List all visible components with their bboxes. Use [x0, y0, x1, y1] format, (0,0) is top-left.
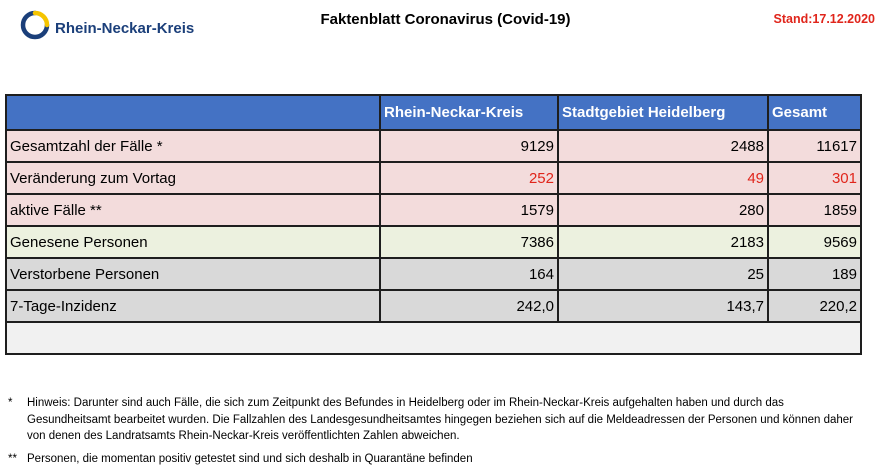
footnote-mark: *: [8, 397, 13, 409]
value-cell: 189: [768, 258, 861, 290]
value-cell: 11617: [768, 130, 861, 162]
stand-date: Stand:17.12.2020: [773, 12, 875, 26]
value-cell: 143,7: [558, 290, 768, 322]
column-header: Rhein-Neckar-Kreis: [380, 95, 558, 130]
table-header-row: [6, 95, 861, 130]
value-cell: 220,2: [768, 290, 861, 322]
table-row: [6, 162, 861, 194]
footnote-mark: **: [8, 452, 17, 465]
column-header: Gesamt: [768, 95, 861, 130]
logo-text: Rhein-Neckar-Kreis: [55, 20, 195, 37]
value-cell: 9129: [380, 130, 558, 162]
value-cell: 1859: [768, 194, 861, 226]
table-row: [6, 226, 861, 258]
footnote-text: Hinweis: Darunter sind auch Fälle, die sich zum Zeitpunkt des Befundes in Heidelberg oder im Rhein-Neckar-Kreis aufgehalten haben und durch das Gesundheitsamt bearbeitet wurden. Die Fallzahlen des Landesgesundheitsamtes hingegen beziehen sich auf die Meldeadressen der Personen und können daher von denen des Landratsamts Rhein-Neckar-Kreis veröffentlichten Zahlen abweichen.: [27, 397, 853, 442]
facts-table: [5, 94, 862, 355]
footnotes: [8, 395, 868, 467]
row-label: Verstorbene Personen: [6, 258, 380, 290]
value-cell: 252: [380, 162, 558, 194]
value-cell: 2488: [558, 130, 768, 162]
table-row: [6, 290, 861, 322]
empty-cell: [6, 322, 861, 354]
row-label: Genesene Personen: [6, 226, 380, 258]
value-cell: 9569: [768, 226, 861, 258]
table-row: [6, 194, 861, 226]
table-row: [6, 130, 861, 162]
row-label: aktive Fälle **: [6, 194, 380, 226]
column-header: Stadtgebiet Heidelberg: [558, 95, 768, 130]
value-cell: 301: [768, 162, 861, 194]
footnote-text: Personen, die momentan positiv getestet sind und sich deshalb in Quarantäne befinden: [27, 452, 473, 465]
value-cell: 25: [558, 258, 768, 290]
footnote: [8, 451, 868, 468]
value-cell: 242,0: [380, 290, 558, 322]
header-corner-cell: [6, 95, 380, 130]
value-cell: 164: [380, 258, 558, 290]
value-cell: 1579: [380, 194, 558, 226]
value-cell: 49: [558, 162, 768, 194]
footnote: [8, 395, 868, 445]
row-label: Gesamtzahl der Fälle *: [6, 130, 380, 162]
row-label: 7-Tage-Inzidenz: [6, 290, 380, 322]
table-row: [6, 258, 861, 290]
empty-row: [6, 322, 861, 354]
value-cell: 2183: [558, 226, 768, 258]
value-cell: 280: [558, 194, 768, 226]
page-title: Faktenblatt Coronavirus (Covid-19): [320, 11, 571, 28]
row-label: Veränderung zum Vortag: [6, 162, 380, 194]
value-cell: 7386: [380, 226, 558, 258]
